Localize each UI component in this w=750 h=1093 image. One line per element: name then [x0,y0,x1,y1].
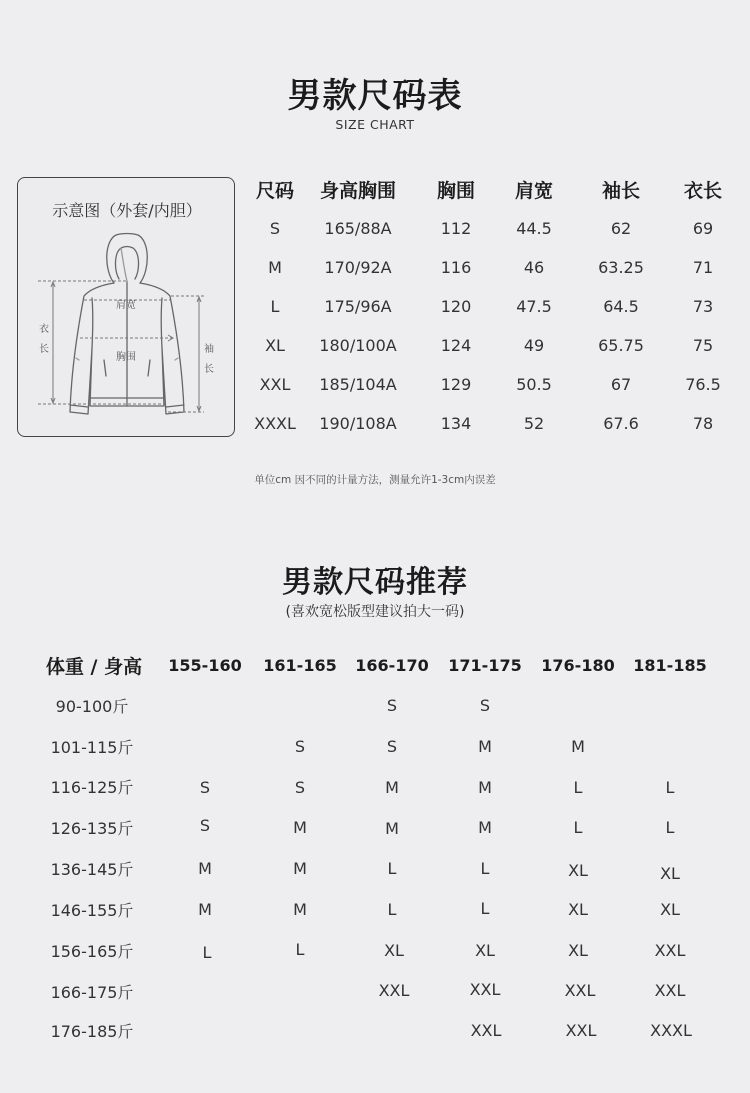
weight-label: 90-100斤 [55,697,129,716]
size-cell: S [479,696,491,715]
size-cell: M [198,900,212,919]
size-cell: S [199,816,211,835]
table-cell: 46 [523,258,545,277]
height-header: 166-170 [355,656,429,675]
table-cell: 47.5 [516,297,552,316]
size-cell: L [573,818,583,837]
weight-label: 166-175斤 [50,983,134,1002]
table-cell: M [268,258,282,277]
shoulder-tag: 肩宽 [116,300,136,311]
table-cell: 52 [523,414,545,433]
table-cell: XXXL [254,414,296,433]
size-cell: S [294,737,306,756]
size-cell: XL [568,941,588,960]
table-cell: 65.75 [598,336,644,355]
size-cell: XXL [654,981,686,1000]
table-header: 衣长 [683,180,723,202]
table-cell: 165/88A [324,219,392,238]
size-cell: XXL [564,981,596,1000]
table-cell: 63.25 [598,258,644,277]
size-cell: M [293,900,307,919]
weight-label: 116-125斤 [50,778,134,797]
table-cell: 71 [692,258,714,277]
table-cell: 112 [440,219,472,238]
table-header: 肩宽 [514,180,554,202]
recommend-subtitle: (喜欢宽松版型建议拍大一码) [285,604,465,620]
size-cell: XL [384,941,404,960]
table-cell: 116 [440,258,472,277]
size-cell: S [386,737,398,756]
size-cell: L [387,900,397,919]
size-cell: M [385,819,399,838]
weight-label: 156-165斤 [50,942,134,961]
size-cell: L [573,778,583,797]
size-cell: M [478,778,492,797]
size-cell: XXL [470,1021,502,1040]
size-cell: L [480,859,490,878]
table-cell: 49 [523,336,545,355]
table-cell: 175/96A [324,297,392,316]
chest-tag: 胸围 [116,352,136,363]
table-cell: 73 [692,297,714,316]
weight-label: 126-135斤 [50,819,134,838]
table-header: 袖长 [601,180,641,202]
height-header: 171-175 [448,656,522,675]
size-cell: L [202,943,212,962]
size-chart-title: 男款尺码表 [287,76,463,116]
size-cell: L [480,899,490,918]
table-cell: 69 [692,219,714,238]
table-cell: 180/100A [319,336,397,355]
size-cell: S [199,778,211,797]
weight-label: 136-145斤 [50,860,134,879]
table-cell: XL [265,336,285,355]
table-cell: 64.5 [603,297,639,316]
height-header: 176-180 [541,656,615,675]
corner-header: 体重 / 身高 [45,656,143,678]
size-cell: L [295,940,305,959]
weight-label: 176-185斤 [50,1022,134,1041]
table-cell: 129 [440,375,472,394]
table-cell: 50.5 [516,375,552,394]
size-cell: M [293,818,307,837]
size-cell: XXXL [650,1021,692,1040]
table-cell: L [270,297,280,316]
table-cell: 134 [440,414,472,433]
size-cell: XL [568,861,588,880]
size-cell: M [478,818,492,837]
size-cell: XXL [565,1021,597,1040]
table-header: 胸围 [436,180,476,202]
size-cell: M [385,778,399,797]
size-cell: XXL [469,980,501,999]
table-cell: 124 [440,336,472,355]
size-cell: XXL [654,941,686,960]
height-header: 161-165 [263,656,337,675]
table-cell: S [269,219,281,238]
diagram-label: 示意图（外套/内胆） [52,201,202,220]
measurement-diagram [17,177,235,437]
height-header: 155-160 [168,656,242,675]
size-cell: S [386,696,398,715]
size-cell: M [293,859,307,878]
size-cell: XL [475,941,495,960]
table-cell: 75 [692,336,714,355]
size-cell: XXL [378,981,410,1000]
measurement-note: 单位cm 因不同的计量方法，测量允许1-3cm内误差 [254,474,496,486]
weight-label: 146-155斤 [50,901,134,920]
height-header: 181-185 [633,656,707,675]
recommend-title: 男款尺码推荐 [282,565,468,600]
table-cell: 76.5 [685,375,721,394]
table-cell: XXL [259,375,291,394]
table-header: 尺码 [255,180,295,202]
size-cell: M [571,737,585,756]
size-cell: S [294,778,306,797]
size-cell: L [665,818,675,837]
weight-label: 101-115斤 [50,738,134,757]
size-chart-subtitle: SIZE CHART [335,117,415,132]
table-cell: 67.6 [603,414,639,433]
table-cell: 67 [610,375,632,394]
table-cell: 78 [692,414,714,433]
size-cell: L [387,859,397,878]
table-cell: 62 [610,219,632,238]
table-cell: 170/92A [324,258,392,277]
table-cell: 120 [440,297,472,316]
sleeve-tag-1: 袖 [204,344,214,355]
size-cell: M [198,859,212,878]
size-cell: L [665,778,675,797]
length-tag-2: 长 [39,344,49,355]
sleeve-tag-2: 长 [204,364,214,375]
recommend-table [0,650,750,1050]
size-cell: XL [660,900,680,919]
size-cell: XL [660,864,680,883]
table-cell: 44.5 [516,219,552,238]
length-tag-1: 衣 [39,324,49,335]
size-cell: XL [568,900,588,919]
table-cell: 185/104A [319,375,397,394]
table-cell: 190/108A [319,414,397,433]
table-header: 身高胸围 [319,180,397,202]
size-cell: M [478,737,492,756]
